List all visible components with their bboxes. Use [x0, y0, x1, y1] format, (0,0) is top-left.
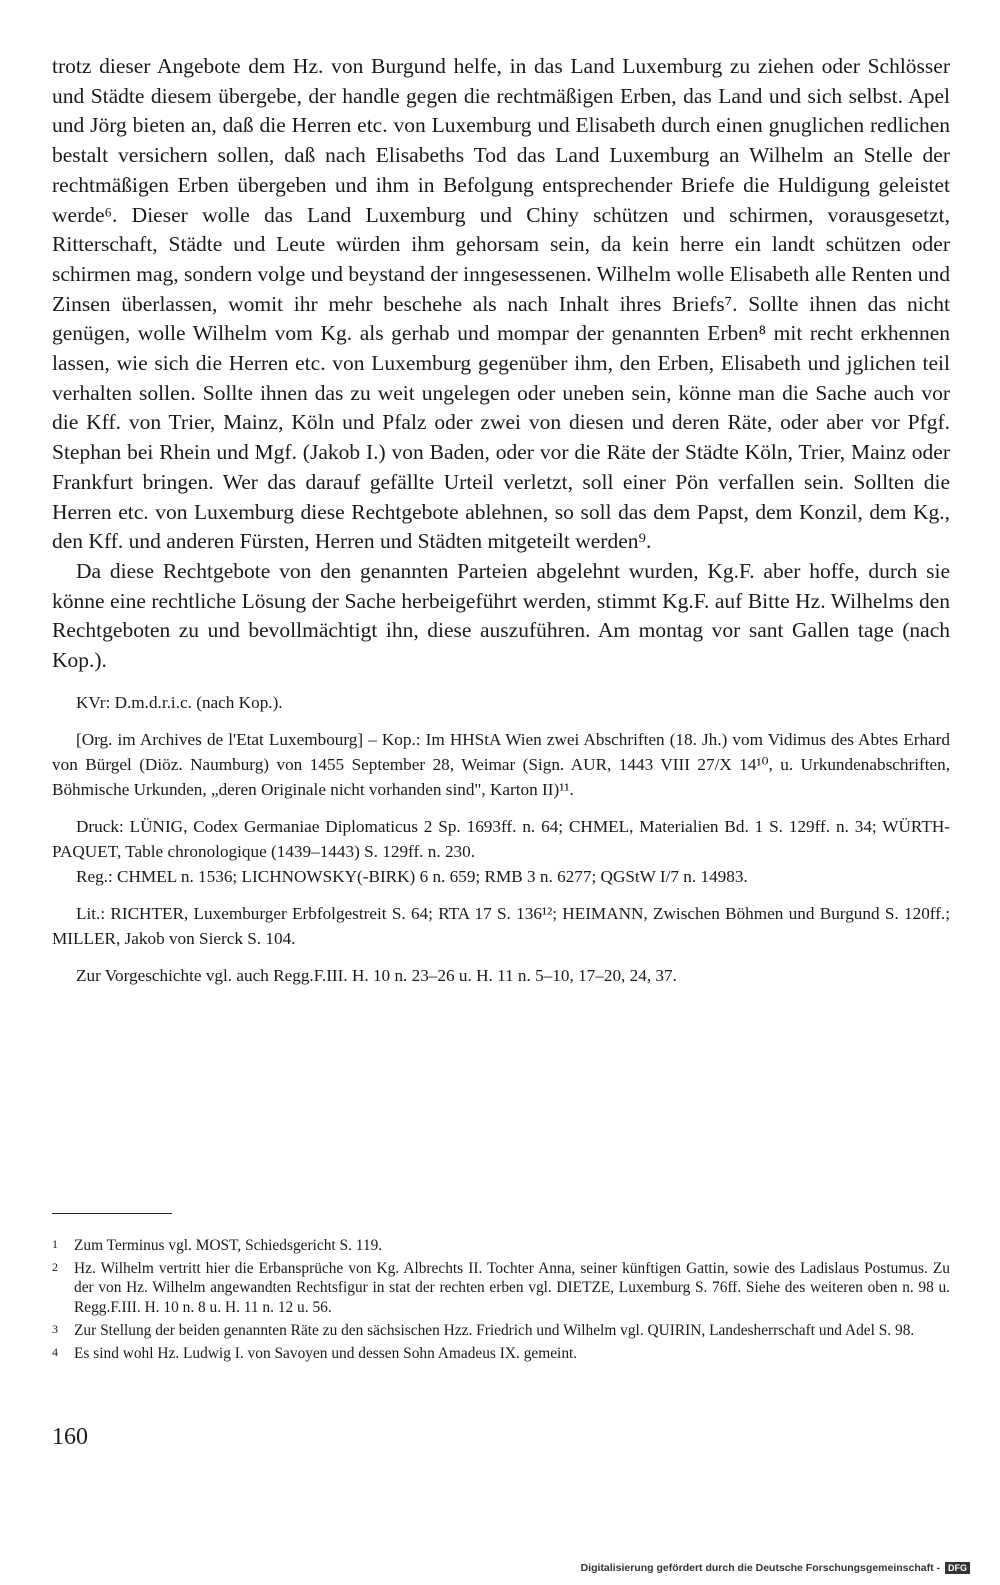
regesta: Reg.: CHMEL n. 1536; LICHNOWSKY(-BIRK) 6 n. 659; RMB 3 n. 6277; QGStW I/7 n. 14983. — [76, 866, 748, 886]
footnote-divider — [52, 1213, 172, 1214]
footnotes — [52, 1236, 950, 1367]
footnote — [52, 1236, 950, 1255]
footnote-text: Zur Stellung der beiden genannten Räte zu den sächsischen Hzz. Friedrich und Wilhelm vgl. QUIRIN, Landesherrschaft und Adel S. 98. — [74, 1321, 915, 1339]
footnote-text: Zum Terminus vgl. MOST, Schiedsgericht S. 119. — [74, 1237, 383, 1254]
paragraph-2: Da diese Rechtgebote von den genannten Parteien abgelehnt wurden, Kg.F. aber hoffe, durch sie könne eine rechtliche Lösung der Sache herbeigeführt werden, stimmt Kg.F. auf Bitte Hz. Wilhelms den Rechtgeboten zu und bevollmächtigt ihn, diese auszuführen. Am montag vor sant Gallen tage (nach Kop.). — [52, 558, 950, 673]
footnote-text: Es sind wohl Hz. Ludwig I. von Savoyen und dessen Sohn Amadeus IX. gemeint. — [74, 1345, 578, 1363]
footnote — [52, 1321, 950, 1340]
prehistory-note: Zur Vorgeschichte vgl. auch Regg.F.III. H. 10 n. 23–26 u. H. 11 n. 5–10, 17–20, 24, 37. — [76, 965, 677, 985]
literature: Lit.: RICHTER, Luxemburger Erbfolgestreit S. 64; RTA 17 S. 136¹²; HEIMANN, Zwischen Böhmen und Burgund S. 120ff.; MILLER, Jakob von Sierck S. 104. — [52, 903, 950, 948]
footnote-number: 3 — [52, 1321, 58, 1336]
funding-footer — [581, 1562, 970, 1574]
footnote-number: 1 — [52, 1237, 58, 1251]
print-editions: Druck: LÜNIG, Codex Germaniae Diplomaticus 2 Sp. 1693ff. n. 64; CHMEL, Materialien Bd. 1 S. 129ff. n. 34; WÜRTH-PAQUET, Table chronologique (1439–1443) S. 129ff. n. 230. — [52, 816, 950, 861]
main-text — [52, 52, 950, 988]
footnote-number: 4 — [52, 1345, 58, 1360]
footnote — [52, 1344, 950, 1363]
dfg-logo-icon: DFG — [945, 1562, 970, 1574]
page-number: 160 — [52, 1424, 88, 1450]
footnote-text: Hz. Wilhelm vertritt hier die Erbansprüche von Kg. Albrechts II. Tochter Anna, seiner künftigen Gattin, sowie des Ladislaus Postumus. Zu der von Hz. Wilhelm angewandten Rechtsfigur in stat der rechten erben vgl. DIETZE, Luxemburg S. 76ff. Siehe des weiteren oben n. 98 u. Regg.F.III. H. 10 n. 8 u. H. 11 n. 12 u. 56. — [74, 1260, 950, 1316]
kvr-note: KVr: D.m.d.r.i.c. (nach Kop.). — [76, 692, 283, 712]
footnote — [52, 1259, 950, 1317]
footer-text: Digitalisierung gefördert durch die Deutsche Forschungsgemeinschaft - — [580, 1562, 940, 1574]
paragraph-1: trotz dieser Angebote dem Hz. von Burgund helfe, in das Land Luxemburg zu ziehen oder Schlösser und Städte diesem übergebe, der handle gegen die rechtmäßigen Erben, das Land und sich selbst. Apel und Jörg bieten an, daß die Herren etc. von Luxemburg und Elisabeth durch einen gnuglichen redlichen bestalt versichern sollen, daß nach Elisabeths Tod das Land Luxemburg an Wilhelm an Stelle der rechtmäßigen Erben übergeben und ihm in Befolgung entsprechender Briefe die Huldigung geleistet werde⁶. Dieser wolle das Land Luxemburg und Chiny schützen und schirmen, vorausgesetzt, Ritterschaft, Städte und Leute würden ihm gehorsam sein, da kein herre ein landt schützen oder schirmen mag, sondern volge und beystand der inngesessenen. Wilhelm wolle Elisabeth alle Renten und Zinsen überlassen, womit ihr mehr beschehe als nach Inhalt ihres Briefs⁷. Sollte ihnen das nicht genügen, wolle Wilhelm vom Kg. als gerhab und mompar der genannten Erben⁸ mit recht erkhennen lassen, wie sich die Herren etc. von Luxemburg gegenüber ihm, den Erben, Elisabeth und jglichen teil verhalten sollen. Sollte ihnen das zu weit ungelegen oder uneben sein, könne man die Sache auch vor die Kff. von Trier, Mainz, Köln und Pfalz oder zwei von diesen und deren Räte, oder aber vor Pfgf. Stephan bei Rhein und Mgf. (Jakob I.) von Baden, oder vor die Räte der Städte Köln, Trier, Mainz oder Frankfurt bringen. Wer das darauf gefällte Urteil verletzt, soll einer Pön verfallen sein. Sollten die Herren etc. von Luxemburg diese Rechtgebote ablehnen, so soll das dem Papst, dem Konzil, dem Kg., den Kff. und anderen Fürsten, Herren und Städten mitgeteilt werden⁹. — [52, 54, 950, 554]
original-copy-note: [Org. im Archives de l'Etat Luxembourg] – Kop.: Im HHStA Wien zwei Abschriften (18. Jh.) vom Vidimus des Abtes Erhard von Bürgel (Diöz. Naumburg) von 1455 September 28, Weimar (Sign. AUR, 1443 VIII 27/X 14¹⁰, u. Urkundenabschriften, Böhmische Urkunden, „deren Originale nicht vorhanden sind", Karton II)¹¹. — [52, 729, 950, 799]
footnote-number: 2 — [52, 1260, 58, 1275]
